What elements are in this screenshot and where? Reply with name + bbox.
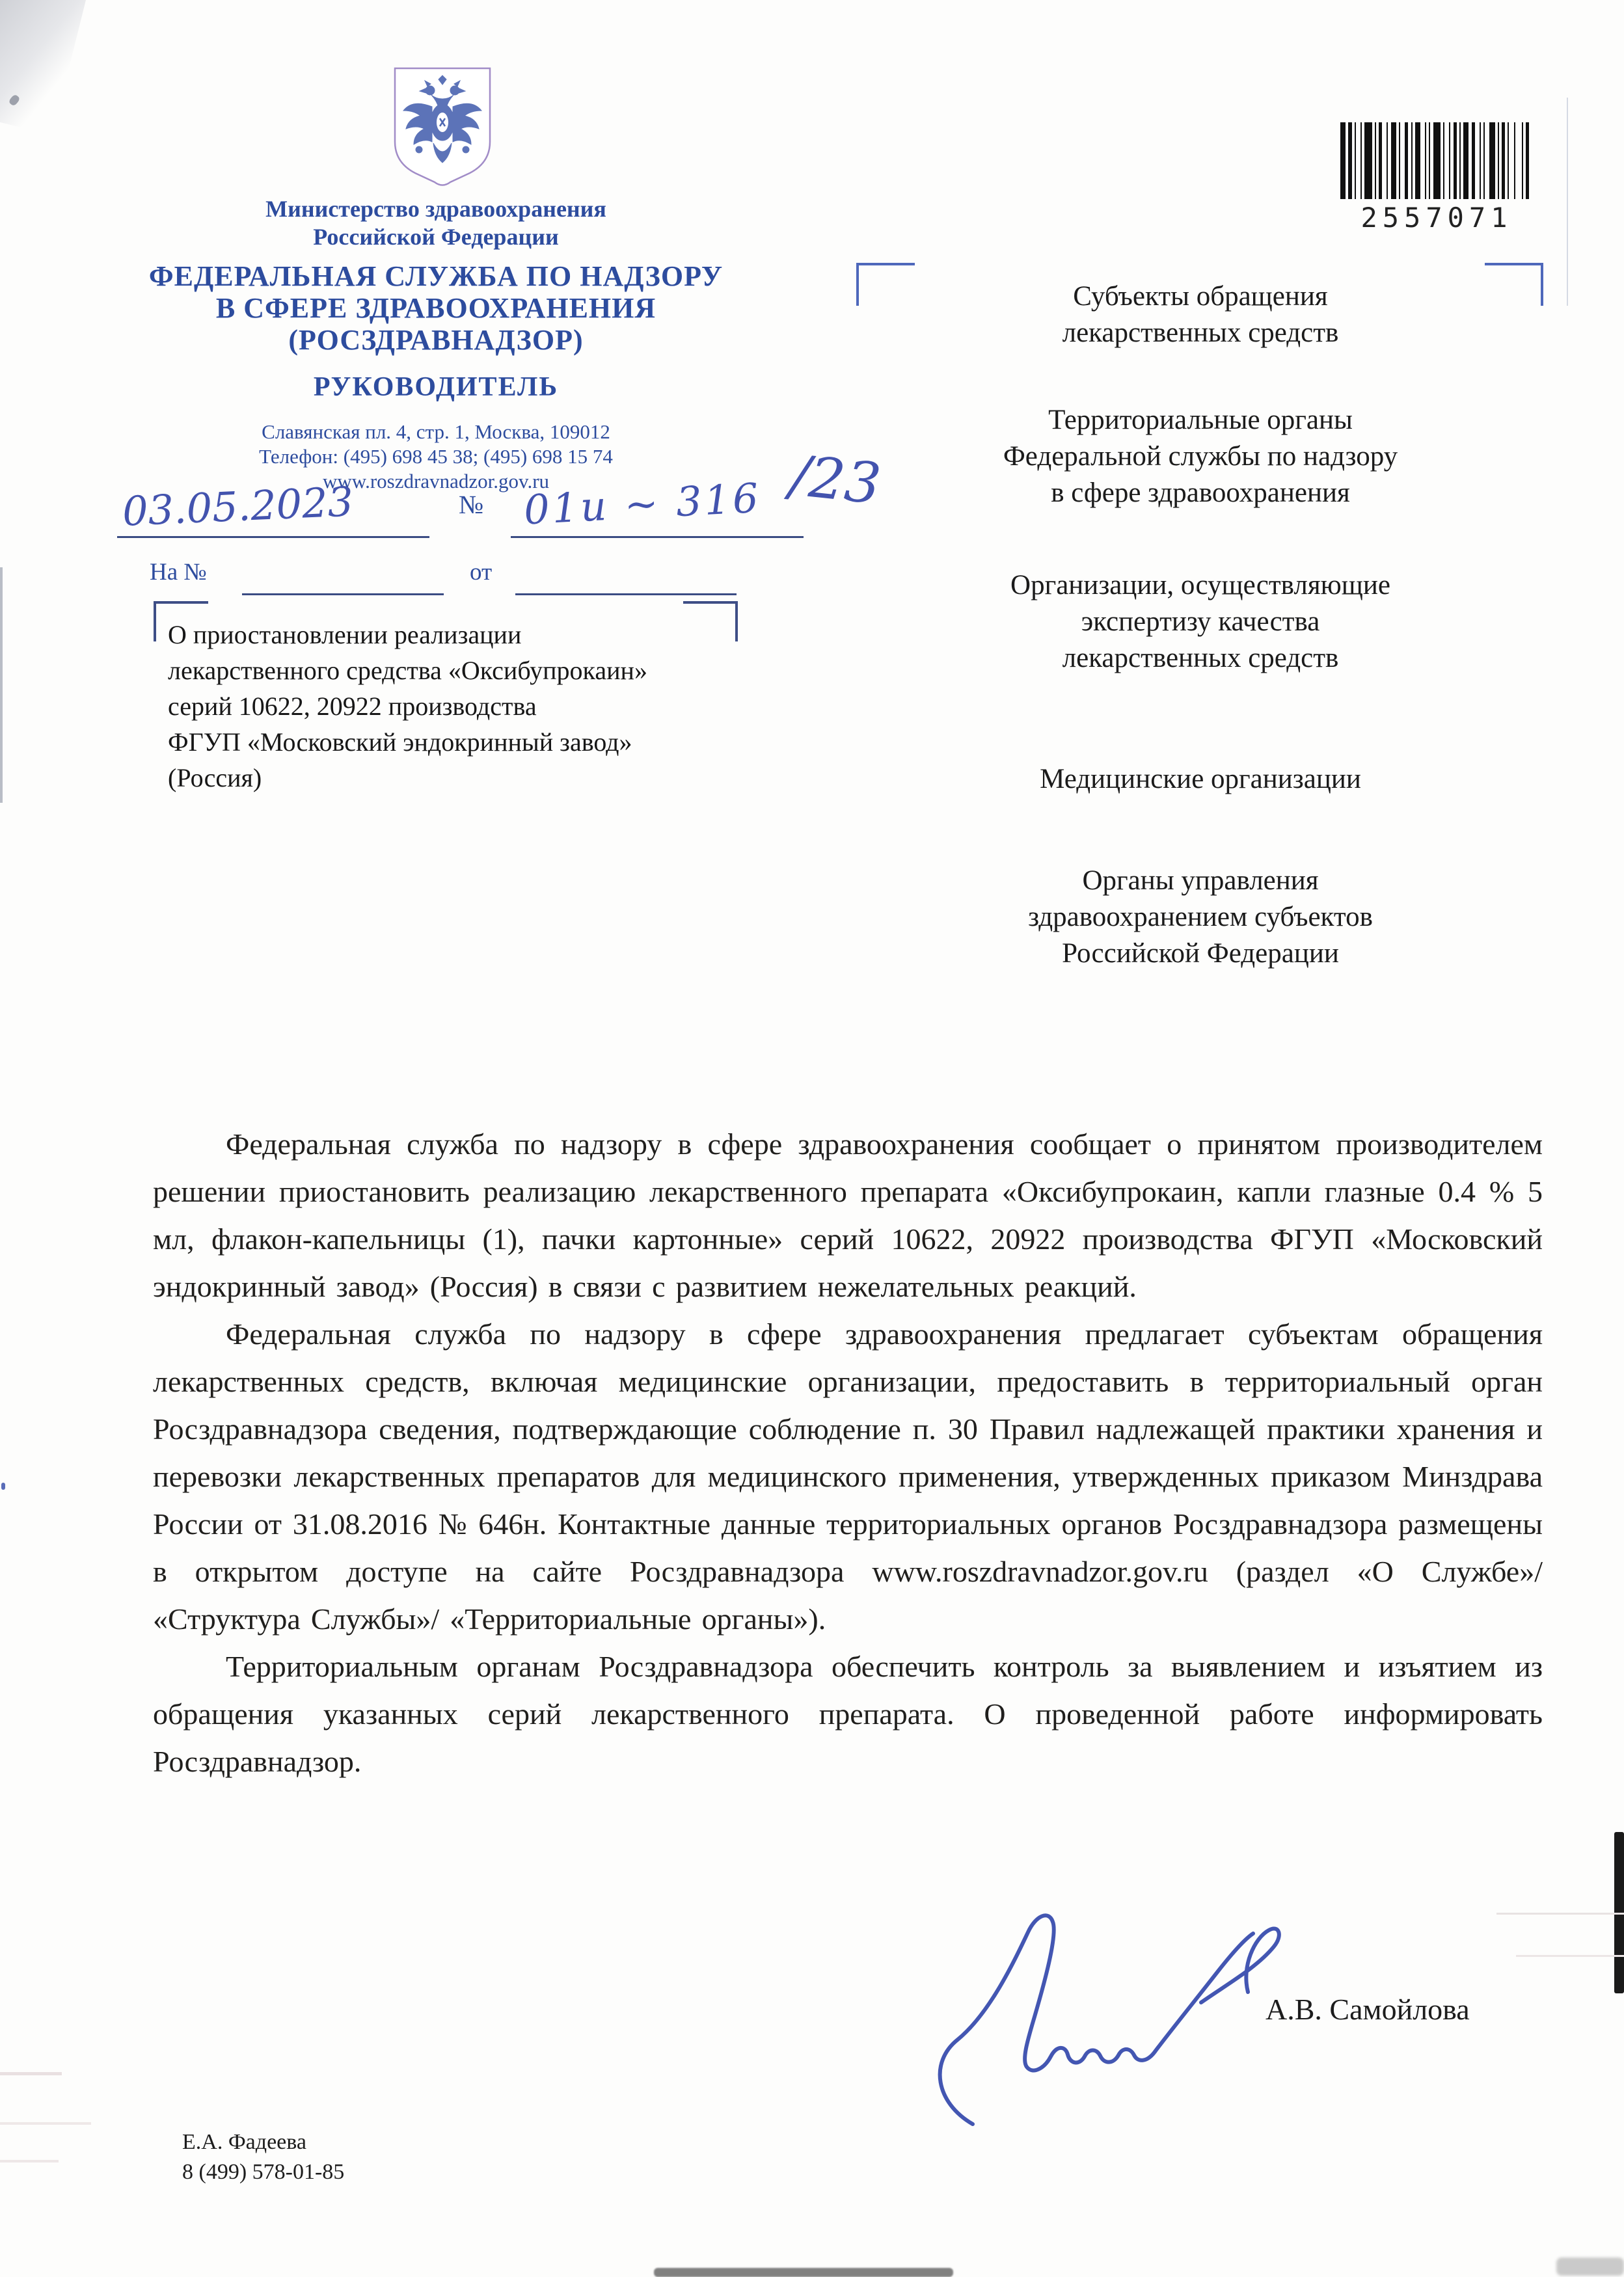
scan-bottom-right-smudge xyxy=(1556,2257,1624,2276)
recipient-line: Российской Федерации xyxy=(1062,938,1339,969)
recipient-line: лекарственных средств xyxy=(1062,643,1339,673)
recipient-line: Территориальные органы xyxy=(1048,405,1353,435)
scan-corner-speck xyxy=(8,94,20,107)
scan-streak-2 xyxy=(0,2122,91,2125)
reply-from-label: от xyxy=(470,559,493,586)
recipient-line: в сфере здравоохранения xyxy=(1051,478,1350,508)
recipient-group-1 xyxy=(872,278,1529,351)
barcode-number: 2557071 xyxy=(1360,202,1513,234)
recipient-group-2 xyxy=(872,402,1529,511)
service-name-line3: (РОСЗДРАВНАДЗОР) xyxy=(288,324,584,356)
recipient-line: Организации, осуществляющие xyxy=(1010,570,1390,600)
scan-corner-shadow xyxy=(0,0,88,135)
number-sign: № xyxy=(459,490,484,519)
letterhead xyxy=(111,195,761,494)
subject-line: ФГУП «Московский эндокринный завод» xyxy=(168,727,632,757)
handwritten-signature xyxy=(911,1906,1301,2127)
signer-name: А.В. Самойлова xyxy=(1265,1993,1470,2026)
recipient-line: Медицинские организации xyxy=(1040,764,1361,794)
executor-name: Е.А. Фадеева xyxy=(182,2130,306,2154)
handwritten-date: 03.05.2023 xyxy=(121,478,355,535)
reply-from-underline xyxy=(515,593,737,595)
recipient-group-5 xyxy=(872,863,1529,972)
executor-phone: 8 (499) 578-01-85 xyxy=(182,2160,345,2184)
recipient-line: здравоохранением субъектов xyxy=(1028,902,1373,932)
subject-block xyxy=(168,617,792,796)
ministry-name-line1: Министерство здравоохранения xyxy=(265,196,606,222)
reply-number-label: На № xyxy=(150,559,207,586)
service-name-line2: В СФЕРЕ ЗДРАВООХРАНЕНИЯ xyxy=(215,292,656,324)
barcode xyxy=(1340,122,1533,199)
coat-of-arms-icon xyxy=(390,65,494,187)
recipient-line: Федеральной службы по надзору xyxy=(1003,441,1398,472)
recipient-group-3 xyxy=(872,567,1529,677)
scan-faint-vertical-line xyxy=(1567,98,1568,306)
recipient-line: Субъекты обращения xyxy=(1073,281,1328,312)
date-underline xyxy=(117,536,429,538)
scan-streak-1 xyxy=(0,2072,62,2075)
body-paragraph-3: Территориальным органам Росздравнадзора обеспечить контроль за выявлением и изъятием из обращения указанных серий лекарственного препарата. О проведенной работе информировать Росздравнадзор. xyxy=(153,1650,1543,1778)
service-name-line1: ФЕДЕРАЛЬНАЯ СЛУЖБА ПО НАДЗОРУ xyxy=(148,260,724,292)
letter-body xyxy=(153,1120,1543,1785)
handwritten-number: 01и ~ 316 xyxy=(522,474,763,534)
recipient-line: лекарственных средств xyxy=(1062,317,1339,348)
letterhead-phone: Телефон: (495) 698 45 38; (495) 698 15 74 xyxy=(259,445,613,468)
handwritten-number-suffix: /23 xyxy=(787,443,884,517)
scan-left-edge-line xyxy=(0,567,3,803)
recipient-line: экспертизу качества xyxy=(1081,606,1320,637)
body-paragraph-2: Федеральная служба по надзору в сфере здравоохранения предлагает субъектам обращения лекарственных средств, включая медицинские организации, предоставить в территориальный орган Росздравнадзора сведения, подтверждающие соблюдение п. 30 Правил надлежащей практики хранения и перевозки лекарственных препаратов для медицинского применения, утвержденных приказом Минздрава России от 31.08.2016 № 646н. Контактные данные территориальных органов Росздравнадзора размещены в открытом доступе на сайте Росздравнадзора www.roszdravnadzor.gov.ru (раздел «О Службе»/ «Структура Службы»/ «Территориальные органы»). xyxy=(153,1317,1543,1636)
reply-number-underline xyxy=(242,593,444,595)
scan-streak-3 xyxy=(0,2160,59,2162)
subject-line: лекарственного средства «Оксибупрокаин» xyxy=(168,656,647,685)
number-underline xyxy=(511,536,804,538)
recipient-group-4 xyxy=(872,761,1529,798)
scan-right-black-bar xyxy=(1614,1832,1624,1993)
letterhead-website: www.roszdravnadzor.gov.ru xyxy=(322,470,550,492)
subject-line: (Россия) xyxy=(168,763,262,792)
ministry-name-line2: Российской Федерации xyxy=(313,224,559,250)
executor-block xyxy=(182,2127,344,2187)
subject-line: О приостановлении реализации xyxy=(168,620,522,649)
body-paragraph-1: Федеральная служба по надзору в сфере здравоохранения сообщает о принятом производителем решении приостановить реализацию лекарственного препарата «Оксибупрокаин, капли глазные 0.4 % 5 мл, флакон-капельницы (1), пачки картонные» серий 10622, 20922 производства ФГУП «Московский эндокринный завод» (Россия) в связи с развитием нежелательных реакций. xyxy=(153,1127,1543,1303)
scan-streak-right-1 xyxy=(1496,1913,1624,1915)
scan-streak-right-2 xyxy=(1516,1955,1624,1957)
scan-bottom-smudge xyxy=(654,2268,953,2277)
position-title: РУКОВОДИТЕЛЬ xyxy=(313,372,559,402)
subject-line: серий 10622, 20922 производства xyxy=(168,692,537,721)
letterhead-address: Славянская пл. 4, стр. 1, Москва, 109012 xyxy=(262,420,610,443)
recipient-line: Органы управления xyxy=(1082,865,1319,896)
scan-blue-speck xyxy=(1,1483,5,1490)
